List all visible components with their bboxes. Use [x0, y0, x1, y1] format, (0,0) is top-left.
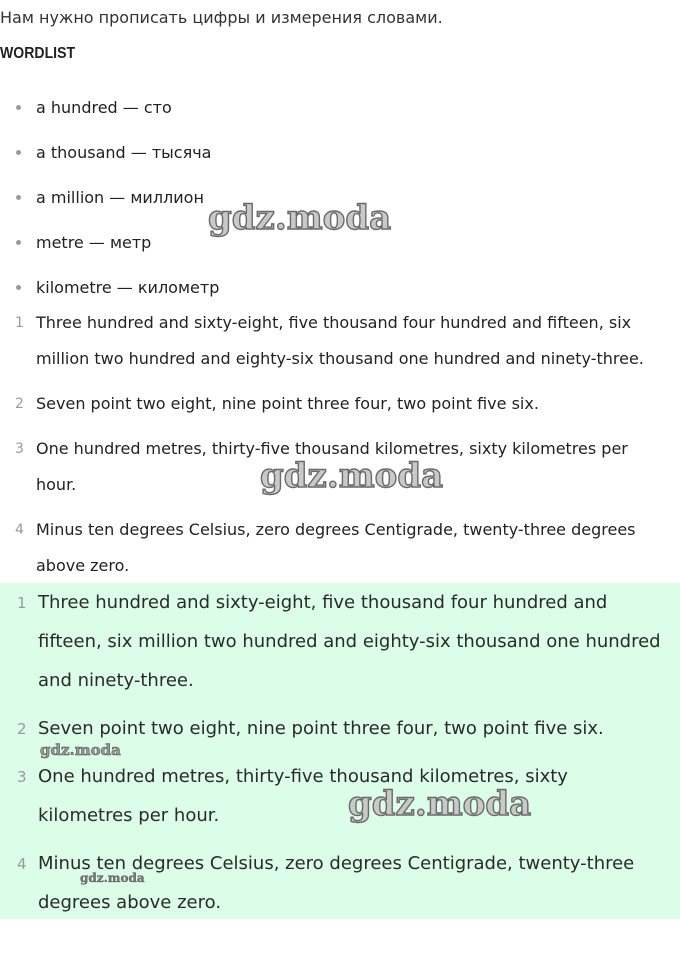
exercise-item-text: Seven point two eight, nine point three four, two point five six. — [36, 394, 539, 413]
wordlist-item-text: kilometre — километр — [36, 278, 220, 297]
wordlist-item-text: metre — метр — [36, 233, 152, 252]
answer-item-text: Minus ten degrees Celsius, zero degrees Centigrade, twenty-three degrees above zero. — [38, 853, 635, 913]
answer-list — [0, 583, 680, 931]
answer-item — [0, 709, 680, 748]
item-number: 4 — [17, 855, 27, 873]
item-number: 2 — [17, 720, 27, 738]
item-number: 1 — [15, 315, 24, 331]
bullet-icon — [16, 285, 21, 290]
answer-item — [0, 757, 680, 835]
exercise-item — [0, 386, 680, 422]
exercise-item — [0, 431, 680, 503]
wordlist-heading: WORDLIST — [0, 45, 76, 62]
watermark-logo: gdz.moda — [40, 741, 121, 759]
bullet-icon — [16, 240, 21, 245]
watermark-logo: gdz.moda — [80, 871, 145, 885]
watermark-logo: gdz.moda — [260, 456, 444, 496]
watermark-logo: gdz.moda — [208, 198, 392, 238]
wordlist-item-text: a thousand — тысяча — [36, 143, 212, 162]
bullet-icon — [16, 195, 21, 200]
answer-item — [0, 844, 680, 922]
watermark-logo: gdz.moda — [348, 784, 532, 824]
exercise-item-text: Three hundred and sixty-eight, five thousand four hundred and fifteen, six million two hundred and eighty-six thousand one hundred and ninety-three. — [36, 313, 644, 368]
bullet-icon — [16, 150, 21, 155]
wordlist-item-text: a hundred — сто — [36, 98, 172, 117]
exercise-item-text: One hundred metres, thirty-five thousand kilometres, sixty kilometres per hour. — [36, 439, 628, 494]
item-number: 1 — [17, 594, 27, 612]
answer-box — [0, 583, 680, 919]
answer-item-text: Three hundred and sixty-eight, five thousand four hundred and fifteen, six million two hundred and eighty-six thousand one hundred and ninety-three. — [38, 592, 661, 691]
intro-text: Нам нужно прописать цифры и измерения словами. — [0, 8, 443, 27]
bullet-icon — [16, 105, 21, 110]
item-number: 3 — [17, 768, 27, 786]
exercise-item — [0, 512, 680, 584]
answer-item-text: Seven point two eight, nine point three four, two point five six. — [38, 718, 604, 739]
answer-item — [0, 583, 680, 700]
exercise-item — [0, 305, 680, 377]
exercise-list — [0, 305, 680, 593]
wordlist-item-text: a million — миллион — [36, 188, 204, 207]
item-number: 2 — [15, 396, 24, 412]
answer-item-text: One hundred metres, thirty-five thousand kilometres, sixty kilometres per hour. — [38, 766, 568, 826]
item-number: 3 — [15, 441, 24, 457]
exercise-item-text: Minus ten degrees Celsius, zero degrees Centigrade, twenty-three degrees above zero. — [36, 520, 636, 575]
item-number: 4 — [15, 522, 24, 538]
